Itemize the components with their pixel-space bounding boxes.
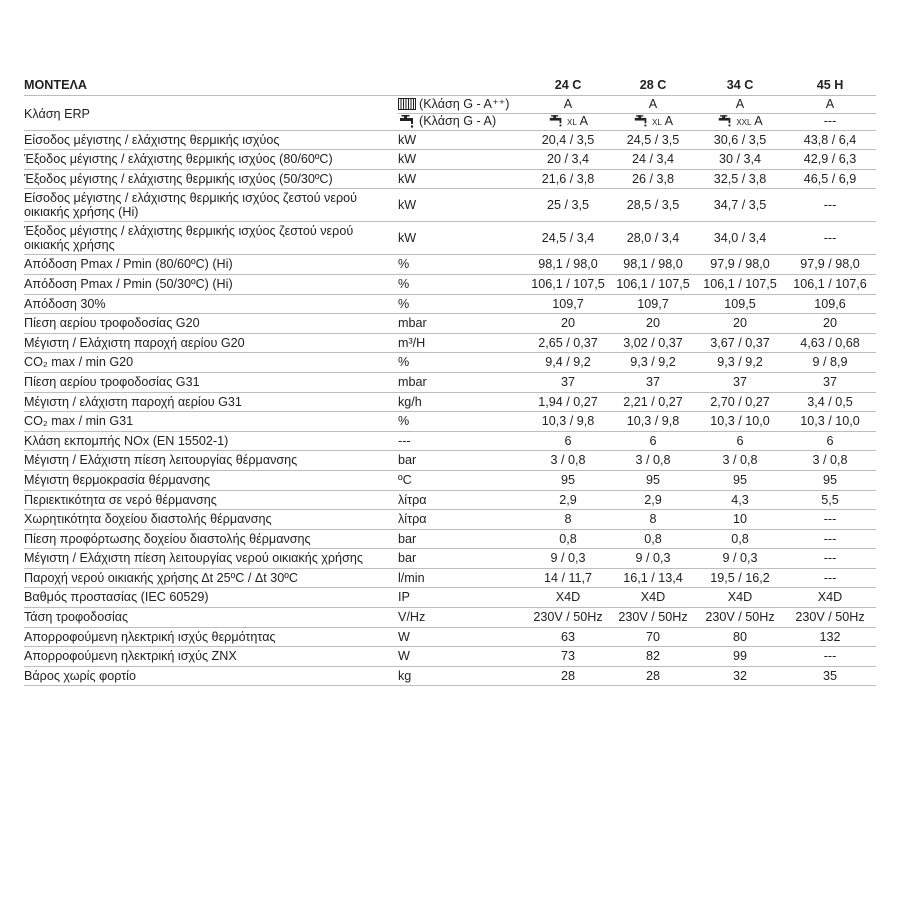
row-label: Παροχή νερού οικιακής χρήσης Δt 25ºC / Δt 30ºC — [24, 570, 298, 585]
row-label: Μέγιστη / Ελάχιστη πίεση λειτουργίας θέρμανσης — [24, 453, 298, 468]
table-row — [24, 628, 876, 648]
value-cell: 95 — [645, 472, 660, 487]
value-cell: 42,9 / 6,3 — [803, 152, 857, 167]
erp-dhw-value: --- — [823, 113, 837, 128]
value-cell: 109,5 — [724, 296, 756, 311]
table-row — [24, 334, 876, 354]
value-cell: 46,5 / 6,9 — [803, 171, 857, 186]
row-label: Είσοδος μέγιστης / ελάχιστης θερμικής ισχύος — [24, 132, 280, 147]
value-cell: 2,70 / 0,27 — [710, 394, 770, 409]
table-row — [24, 588, 876, 608]
table-row — [24, 491, 876, 511]
erp-heating-value: A — [735, 96, 745, 111]
value-cell: 3 / 0,8 — [812, 453, 848, 468]
value-cell: 16,1 / 13,4 — [623, 570, 683, 585]
table-row — [24, 432, 876, 452]
erp-dhw-value — [695, 113, 785, 130]
value-cell: 10,3 / 9,8 — [626, 414, 680, 429]
row-unit: % — [398, 414, 410, 429]
value-cell: --- — [823, 570, 837, 585]
row-unit: IP — [398, 590, 410, 605]
value-cell: 2,65 / 0,37 — [538, 335, 598, 350]
table-row — [24, 150, 876, 170]
row-label: Τάση τροφοδοσίας — [24, 610, 129, 625]
row-label: Βάρος χωρίς φορτίο — [24, 668, 136, 683]
row-label: Κλάση εκπομπής NOx (EN 15502-1) — [24, 433, 229, 448]
row-unit: W — [398, 629, 410, 644]
value-cell: 3 / 0,8 — [722, 453, 758, 468]
row-unit: λίτρα — [398, 512, 427, 527]
value-cell: 98,1 / 98,0 — [623, 257, 683, 272]
value-cell: 9 / 0,3 — [635, 551, 671, 566]
value-cell: 24,5 / 3,4 — [541, 231, 595, 246]
value-cell: 9,3 / 9,2 — [630, 355, 676, 370]
row-unit: V/Hz — [398, 610, 426, 625]
tap-icon — [548, 115, 564, 127]
value-cell: 8 — [649, 512, 657, 527]
value-cell: 230V / 50Hz — [533, 610, 603, 625]
table-row — [24, 393, 876, 413]
row-unit: % — [398, 296, 410, 311]
value-cell: 106,1 / 107,5 — [703, 276, 777, 291]
row-label: Απορροφούμενη ηλεκτρική ισχύς θερμότητας — [24, 629, 276, 644]
row-label: Έξοδος μέγιστης / ελάχιστης θερμικής ισχύος (80/60ºC) — [24, 152, 333, 167]
value-cell: 20 — [560, 316, 575, 331]
row-label: Μέγιστη / ελάχιστη παροχή αερίου G31 — [24, 394, 242, 409]
value-cell: 24,5 / 3,5 — [626, 132, 680, 147]
value-cell: X4D — [640, 590, 666, 605]
row-unit: W — [398, 649, 410, 664]
value-cell: 9,3 / 9,2 — [717, 355, 763, 370]
value-cell: 3,02 / 0,37 — [623, 335, 683, 350]
row-label: Απόδοση 30% — [24, 296, 106, 311]
row-unit: kg/h — [398, 394, 422, 409]
row-unit: kW — [398, 231, 417, 246]
value-cell: 3,67 / 0,37 — [710, 335, 770, 350]
value-cell: 14 / 11,7 — [543, 570, 593, 585]
row-label: Μέγιστη / Ελάχιστη παροχή αερίου G20 — [24, 335, 245, 350]
value-cell: --- — [823, 198, 837, 213]
value-cell: 3,4 / 0,5 — [807, 394, 853, 409]
value-cell: 26 / 3,8 — [631, 171, 674, 186]
erp-heating-value: A — [563, 96, 573, 111]
value-cell: 8 — [564, 512, 572, 527]
table-row — [24, 549, 876, 569]
value-cell: 28,0 / 3,4 — [626, 231, 680, 246]
value-cell: 0,8 — [559, 531, 577, 546]
row-unit: kg — [398, 668, 412, 683]
row-unit: bar — [398, 531, 417, 546]
table-row — [24, 222, 876, 255]
table-row — [24, 373, 876, 393]
value-cell: 37 — [822, 374, 837, 389]
value-cell: 21,6 / 3,8 — [541, 171, 595, 186]
table-row — [24, 412, 876, 432]
row-label: CO₂ max / min G20 — [24, 355, 134, 370]
table-row — [24, 667, 876, 687]
spec-rows — [24, 131, 876, 687]
value-cell: 19,5 / 16,2 — [710, 570, 770, 585]
value-cell: 28 — [645, 668, 660, 683]
table-title: ΜΟΝΤΕΛΑ — [24, 78, 87, 92]
table-row — [24, 647, 876, 667]
erp-dhw-value — [608, 113, 698, 130]
value-cell: 6 — [736, 433, 744, 448]
row-unit: % — [398, 276, 410, 291]
value-cell: 2,21 / 0,27 — [623, 394, 683, 409]
value-cell: 9 / 8,9 — [812, 355, 848, 370]
value-cell: 2,9 — [559, 492, 577, 507]
dhw-class-value: A — [754, 113, 763, 128]
value-cell: 1,94 / 0,27 — [538, 394, 598, 409]
value-cell: 32 — [732, 668, 747, 683]
tap-icon — [717, 115, 733, 127]
erp-dhw-class-text: (Κλάση G - A) — [419, 113, 497, 128]
row-unit: mbar — [398, 316, 427, 331]
table-row — [24, 530, 876, 550]
value-cell: 106,1 / 107,5 — [616, 276, 690, 291]
erp-heating-class — [398, 96, 528, 114]
value-cell: 34,7 / 3,5 — [713, 198, 767, 213]
row-unit: kW — [398, 152, 417, 167]
row-label: Απορροφούμενη ηλεκτρική ισχύς ZNX — [24, 649, 237, 664]
row-label: Πίεση αερίου τροφοδοσίας G20 — [24, 316, 200, 331]
value-cell: 230V / 50Hz — [705, 610, 775, 625]
value-cell: 34,0 / 3,4 — [713, 231, 767, 246]
erp-dhw-class — [398, 113, 528, 130]
value-cell: 9 / 0,3 — [550, 551, 586, 566]
value-cell: 73 — [560, 649, 575, 664]
value-cell: 97,9 / 98,0 — [800, 257, 860, 272]
value-cell: 20 — [645, 316, 660, 331]
row-unit: kW — [398, 198, 417, 213]
value-cell: 106,1 / 107,5 — [531, 276, 605, 291]
value-cell: 37 — [732, 374, 747, 389]
row-unit: bar — [398, 551, 417, 566]
row-label: Περιεκτικότητα σε νερό θέρμανσης — [24, 492, 217, 507]
table-row — [24, 170, 876, 190]
table-row — [24, 255, 876, 275]
model-header: 28 C — [639, 78, 667, 92]
value-cell: 9,4 / 9,2 — [545, 355, 591, 370]
value-cell: 109,7 — [637, 296, 669, 311]
value-cell: 9 / 0,3 — [722, 551, 758, 566]
row-unit: mbar — [398, 374, 427, 389]
value-cell: 132 — [819, 629, 841, 644]
row-unit: bar — [398, 453, 417, 468]
erp-label: Κλάση ERP — [24, 106, 90, 121]
table-row — [24, 510, 876, 530]
value-cell: 80 — [732, 629, 747, 644]
value-cell: --- — [823, 512, 837, 527]
value-cell: 109,6 — [814, 296, 846, 311]
value-cell: 20 — [732, 316, 747, 331]
erp-heating-class-text: (Κλάση G - A⁺⁺) — [419, 96, 510, 111]
model-header: 45 H — [816, 78, 844, 92]
value-cell: 106,1 / 107,6 — [793, 276, 867, 291]
value-cell: --- — [823, 231, 837, 246]
value-cell: 95 — [822, 472, 837, 487]
value-cell: 109,7 — [552, 296, 584, 311]
row-unit: --- — [398, 433, 411, 448]
value-cell: 3 / 0,8 — [635, 453, 671, 468]
value-cell: 3 / 0,8 — [550, 453, 586, 468]
value-cell: --- — [823, 649, 837, 664]
value-cell: --- — [823, 551, 837, 566]
value-cell: 28,5 / 3,5 — [626, 198, 680, 213]
value-cell: 95 — [560, 472, 575, 487]
value-cell: 6 — [564, 433, 572, 448]
value-cell: 30 / 3,4 — [718, 152, 761, 167]
row-label: Απόδοση Pmax / Pmin (50/30ºC) (Hi) — [24, 276, 233, 291]
value-cell: 70 — [645, 629, 660, 644]
value-cell: --- — [823, 531, 837, 546]
row-label: CO₂ max / min G31 — [24, 414, 134, 429]
table-row — [24, 295, 876, 315]
value-cell: 20 / 3,4 — [546, 152, 589, 167]
table-row — [24, 189, 876, 222]
value-cell: X4D — [817, 590, 843, 605]
table-header-row — [24, 76, 876, 96]
row-unit: ºC — [398, 472, 412, 487]
value-cell: 20,4 / 3,5 — [541, 132, 595, 147]
dhw-profile-label: XL — [651, 117, 662, 127]
row-unit: % — [398, 355, 410, 370]
tap-icon — [633, 115, 649, 127]
model-header: 24 C — [554, 78, 582, 92]
value-cell: 20 — [822, 316, 837, 331]
erp-heating-value: A — [648, 96, 658, 111]
value-cell: 25 / 3,5 — [546, 198, 589, 213]
row-label: Πίεση αερίου τροφοδοσίας G31 — [24, 374, 200, 389]
tap-icon — [398, 115, 416, 128]
row-label: Μέγιστη / Ελάχιστη πίεση λειτουργίας νερού οικιακής χρήσης — [24, 551, 363, 566]
value-cell: 4,3 — [731, 492, 749, 507]
value-cell: 6 — [649, 433, 657, 448]
erp-dhw-value — [523, 113, 613, 130]
row-label: Είσοδος μέγιστης / ελάχιστης θερμικής ισχύος ζεστού νερού οικιακής χρήσης (Hi) — [24, 191, 358, 220]
value-cell: 37 — [645, 374, 660, 389]
table-row — [24, 451, 876, 471]
dhw-profile-label: XXL — [736, 117, 752, 127]
radiator-icon — [398, 98, 416, 110]
erp-heating-value: A — [825, 96, 835, 111]
table-row — [24, 353, 876, 373]
value-cell: 32,5 / 3,8 — [713, 171, 767, 186]
row-unit: kW — [398, 132, 417, 147]
table-row — [24, 569, 876, 589]
value-cell: 0,8 — [644, 531, 662, 546]
value-cell: 24 / 3,4 — [631, 152, 674, 167]
model-header: 34 C — [726, 78, 754, 92]
value-cell: 0,8 — [731, 531, 749, 546]
value-cell: 10,3 / 10,0 — [800, 414, 860, 429]
row-unit: % — [398, 257, 410, 272]
dhw-profile-label: XL — [566, 117, 577, 127]
dhw-class-value: A — [664, 113, 673, 128]
row-label: Έξοδος μέγιστης / ελάχιστης θερμικής ισχύος (50/30ºC) — [24, 171, 333, 186]
table-row — [24, 131, 876, 151]
value-cell: 95 — [732, 472, 747, 487]
value-cell: 28 — [560, 668, 575, 683]
value-cell: 99 — [732, 649, 747, 664]
value-cell: 2,9 — [644, 492, 662, 507]
table-row — [24, 314, 876, 334]
value-cell: 10 — [732, 512, 747, 527]
row-label: Απόδοση Pmax / Pmin (80/60ºC) (Hi) — [24, 257, 233, 272]
row-label: Χωρητικότητα δοχείου διαστολής θέρμανσης — [24, 512, 272, 527]
value-cell: 35 — [822, 668, 837, 683]
row-unit: kW — [398, 171, 417, 186]
value-cell: 37 — [560, 374, 575, 389]
value-cell: 82 — [645, 649, 660, 664]
row-unit: m³/H — [398, 335, 426, 350]
value-cell: 6 — [826, 433, 834, 448]
value-cell: 10,3 / 10,0 — [710, 414, 770, 429]
value-cell: 5,5 — [821, 492, 839, 507]
value-cell: 230V / 50Hz — [795, 610, 865, 625]
row-label: Έξοδος μέγιστης / ελάχιστης θερμικής ισχύος ζεστού νερού οικιακής χρήσης — [24, 224, 354, 253]
value-cell: 10,3 / 9,8 — [541, 414, 595, 429]
row-label: Μέγιστη θερμοκρασία θέρμανσης — [24, 472, 211, 487]
table-row — [24, 608, 876, 628]
value-cell: 98,1 / 98,0 — [538, 257, 598, 272]
row-unit: l/min — [398, 570, 425, 585]
value-cell: 63 — [560, 629, 575, 644]
value-cell: X4D — [555, 590, 581, 605]
row-unit: λίτρα — [398, 492, 427, 507]
value-cell: X4D — [727, 590, 753, 605]
value-cell: 43,8 / 6,4 — [803, 132, 857, 147]
value-cell: 30,6 / 3,5 — [713, 132, 767, 147]
table-row — [24, 275, 876, 295]
row-label: Πίεση προφόρτωσης δοχείου διαστολής θέρμανσης — [24, 531, 311, 546]
erp-class-row — [24, 96, 876, 131]
value-cell: 4,63 / 0,68 — [800, 335, 860, 350]
table-row — [24, 471, 876, 491]
specification-table — [24, 76, 876, 686]
dhw-class-value: A — [579, 113, 588, 128]
value-cell: 230V / 50Hz — [618, 610, 688, 625]
value-cell: 97,9 / 98,0 — [710, 257, 770, 272]
row-label: Βαθμός προστασίας (IEC 60529) — [24, 590, 209, 605]
